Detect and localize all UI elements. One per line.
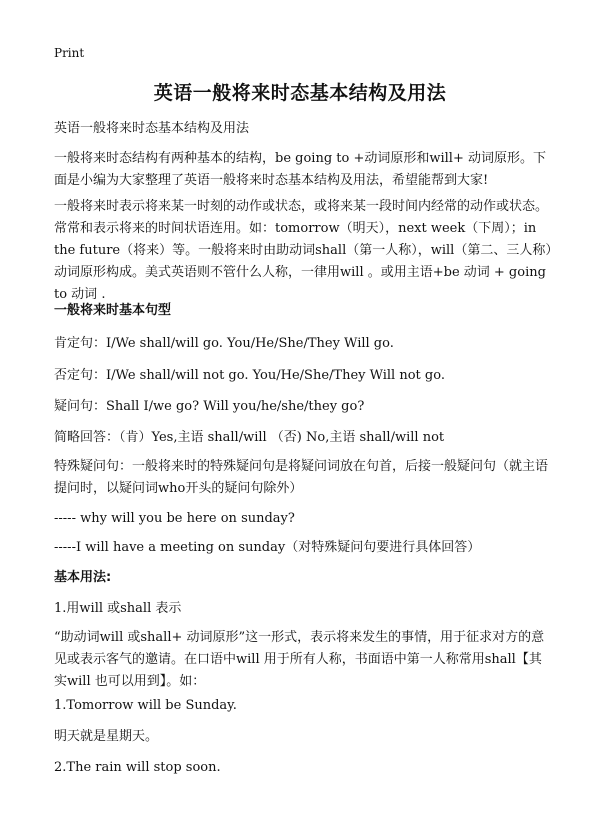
- section-heading-sentence-patterns: 一般将来时基本句型: [54, 303, 172, 318]
- example-question: ----- why will you be here on sunday?: [54, 511, 295, 526]
- short-answer: 简略回答：（肯）Yes,主语 shall/will （否) No,主语 shall/will not: [54, 430, 445, 445]
- section-heading-basic-usage: 基本用法:: [54, 570, 112, 585]
- example2-english: 2.The rain will stop soon.: [54, 760, 221, 775]
- definition-paragraph: 一般将来时表示将来某一时刻的动作或状态，或将来某一段时间内经常的动作或状态。常常和表示将来的时间状语连用。如：tomorrow（明天），next week（下周）；in the future（将来）等。一般将来时由助动词shall（第一人称），will（第二、三人称）动词原形构成。美式英语则不管什么人称，一律用will 。或用主语+be 动词 + going to 动词 .: [54, 199, 552, 302]
- page-title: 英语一般将来时态基本结构及用法: [153, 82, 447, 104]
- example1-chinese: 明天就是星期天。: [54, 729, 159, 744]
- example1-english: 1.Tomorrow will be Sunday.: [54, 698, 237, 713]
- usage1-title: 1.用will 或shall 表示: [54, 601, 182, 616]
- negative-sentence: 否定句：I/We shall/will not go. You/He/She/They Will not go.: [54, 368, 445, 383]
- special-question-paragraph: 特殊疑问句：一般将来时的特殊疑问句是将疑问词放在句首，后接一般疑问句（就主语提问时，以疑问词who开头的疑问句除外）: [54, 459, 549, 496]
- question-sentence: 疑问句：Shall I/we go? Will you/he/she/they go?: [54, 399, 365, 414]
- usage1-description: “助动词will 或shall+ 动词原形”这一形式，表示将来发生的事情，用于征求对方的意见或表示客气的邀请。在口语中will 用于所有人称，书面语中第一人称常用shall【其实will 也可以用到】。如：: [54, 630, 545, 689]
- subtitle: 英语一般将来时态基本结构及用法: [54, 121, 250, 136]
- intro-paragraph: 一般将来时态结构有两种基本的结构，be going to +动词原形和will+ 动词原形。下面是小编为大家整理了英语一般将来时态基本结构及用法，希望能帮到大家!: [54, 151, 546, 188]
- print-label: Print: [54, 46, 85, 60]
- example-answer: -----I will have a meeting on sunday（对特殊疑问句要进行具体回答）: [54, 540, 481, 555]
- affirmative-sentence: 肯定句：I/We shall/will go. You/He/She/They Will go.: [54, 336, 394, 351]
